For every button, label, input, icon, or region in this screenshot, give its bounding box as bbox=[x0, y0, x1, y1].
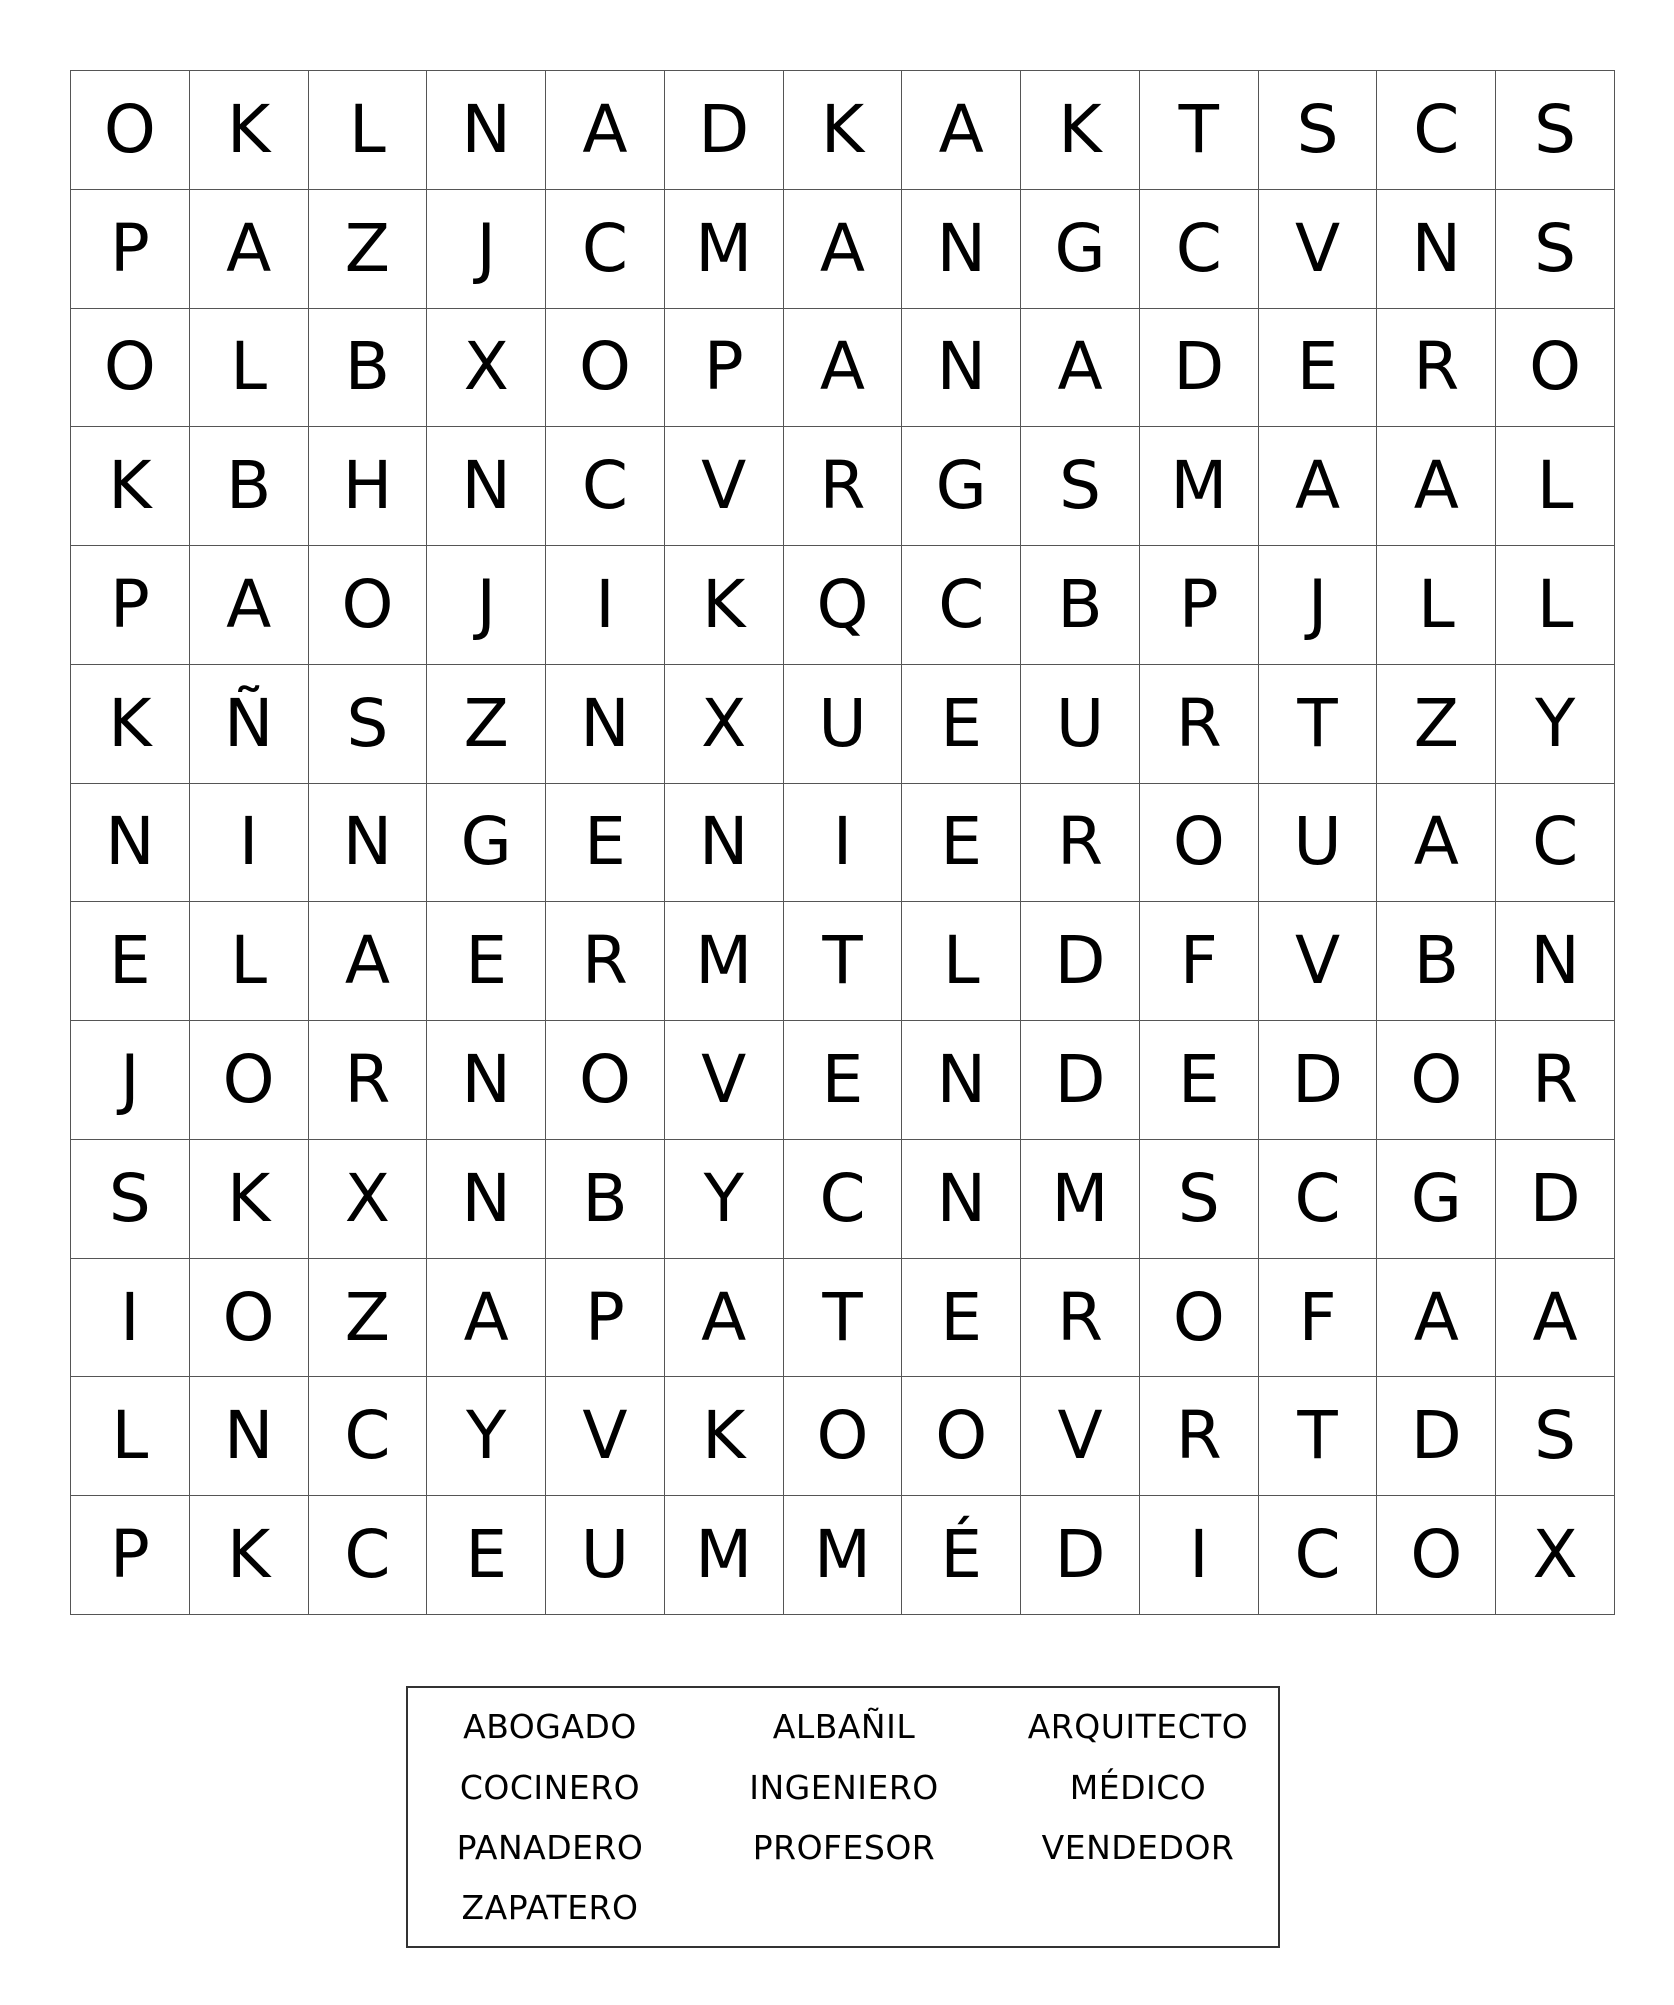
grid-cell: N bbox=[546, 665, 665, 784]
grid-cell: U bbox=[546, 1496, 665, 1615]
grid-cell: O bbox=[546, 309, 665, 428]
grid-cell: E bbox=[902, 665, 1021, 784]
word-list-item: ZAPATERO bbox=[461, 1888, 639, 1927]
grid-cell: N bbox=[427, 1021, 546, 1140]
grid-cell: R bbox=[1021, 784, 1140, 903]
grid-cell: L bbox=[71, 1377, 190, 1496]
grid-cell: S bbox=[1259, 71, 1378, 190]
grid-cell: L bbox=[190, 309, 309, 428]
grid-cell: I bbox=[546, 546, 665, 665]
grid-cell: A bbox=[190, 190, 309, 309]
grid-cell: A bbox=[665, 1259, 784, 1378]
grid-cell: B bbox=[546, 1140, 665, 1259]
grid-cell: E bbox=[1140, 1021, 1259, 1140]
grid-cell: A bbox=[190, 546, 309, 665]
grid-cell: G bbox=[1021, 190, 1140, 309]
grid-cell: L bbox=[1496, 546, 1615, 665]
grid-cell: B bbox=[309, 309, 428, 428]
grid-cell: E bbox=[71, 902, 190, 1021]
grid-cell: É bbox=[902, 1496, 1021, 1615]
grid-cell: O bbox=[1377, 1496, 1496, 1615]
grid-cell: X bbox=[1496, 1496, 1615, 1615]
grid-cell: J bbox=[1259, 546, 1378, 665]
grid-cell: V bbox=[665, 427, 784, 546]
grid-cell: K bbox=[1021, 71, 1140, 190]
grid-cell: O bbox=[190, 1021, 309, 1140]
grid-cell: O bbox=[784, 1377, 903, 1496]
word-list-item: VENDEDOR bbox=[1041, 1828, 1235, 1867]
grid-cell: L bbox=[309, 71, 428, 190]
grid-cell: O bbox=[1496, 309, 1615, 428]
grid-cell: I bbox=[190, 784, 309, 903]
grid-cell: Y bbox=[665, 1140, 784, 1259]
grid-cell: V bbox=[1259, 190, 1378, 309]
grid-cell: O bbox=[190, 1259, 309, 1378]
grid-cell: T bbox=[1140, 71, 1259, 190]
word-list-item: ALBAÑIL bbox=[772, 1707, 916, 1746]
grid-cell: E bbox=[902, 1259, 1021, 1378]
grid-cell: N bbox=[309, 784, 428, 903]
grid-cell: O bbox=[902, 1377, 1021, 1496]
word-list-item: COCINERO bbox=[459, 1768, 641, 1807]
grid-cell: O bbox=[546, 1021, 665, 1140]
grid-cell: P bbox=[546, 1259, 665, 1378]
grid-cell: M bbox=[665, 902, 784, 1021]
grid-cell: V bbox=[546, 1377, 665, 1496]
grid-cell: Ñ bbox=[190, 665, 309, 784]
grid-cell: J bbox=[427, 546, 546, 665]
grid-cell: E bbox=[427, 1496, 546, 1615]
grid-cell: J bbox=[427, 190, 546, 309]
grid-cell: N bbox=[902, 1140, 1021, 1259]
grid-cell: A bbox=[902, 71, 1021, 190]
grid-cell: B bbox=[1377, 902, 1496, 1021]
grid-cell: R bbox=[546, 902, 665, 1021]
grid-cell: S bbox=[1496, 190, 1615, 309]
grid-cell: D bbox=[1021, 1496, 1140, 1615]
grid-cell: A bbox=[784, 309, 903, 428]
grid-cell: C bbox=[1377, 71, 1496, 190]
grid-cell: N bbox=[427, 71, 546, 190]
grid-cell: O bbox=[71, 71, 190, 190]
word-list-item: ABOGADO bbox=[463, 1707, 637, 1746]
grid-cell: X bbox=[665, 665, 784, 784]
grid-cell: N bbox=[902, 190, 1021, 309]
grid-cell: U bbox=[784, 665, 903, 784]
grid-cell: R bbox=[1377, 309, 1496, 428]
grid-cell: N bbox=[902, 309, 1021, 428]
grid-cell: U bbox=[1021, 665, 1140, 784]
grid-cell: L bbox=[902, 902, 1021, 1021]
grid-cell: S bbox=[309, 665, 428, 784]
grid-cell: M bbox=[784, 1496, 903, 1615]
grid-cell: F bbox=[1259, 1259, 1378, 1378]
grid-cell: R bbox=[1021, 1259, 1140, 1378]
grid-cell: K bbox=[190, 1140, 309, 1259]
grid-cell: C bbox=[309, 1377, 428, 1496]
grid-cell: C bbox=[902, 546, 1021, 665]
grid-cell: A bbox=[1377, 1259, 1496, 1378]
grid-cell: C bbox=[1140, 190, 1259, 309]
grid-cell: A bbox=[1377, 784, 1496, 903]
grid-cell: Z bbox=[427, 665, 546, 784]
grid-cell: I bbox=[784, 784, 903, 903]
grid-cell: S bbox=[1021, 427, 1140, 546]
grid-cell: R bbox=[1496, 1021, 1615, 1140]
grid-cell: T bbox=[784, 902, 903, 1021]
grid-cell: D bbox=[1021, 1021, 1140, 1140]
grid-cell: D bbox=[1140, 309, 1259, 428]
grid-cell: M bbox=[1021, 1140, 1140, 1259]
word-list-item: MÉDICO bbox=[1069, 1768, 1207, 1807]
grid-cell: N bbox=[1377, 190, 1496, 309]
grid-cell: O bbox=[1377, 1021, 1496, 1140]
grid-cell: A bbox=[784, 190, 903, 309]
grid-cell: M bbox=[665, 1496, 784, 1615]
grid-cell: I bbox=[71, 1259, 190, 1378]
grid-cell: M bbox=[1140, 427, 1259, 546]
grid-cell: C bbox=[1259, 1496, 1378, 1615]
grid-cell: H bbox=[309, 427, 428, 546]
word-search-grid bbox=[70, 70, 1615, 1615]
grid-cell: L bbox=[1496, 427, 1615, 546]
word-list-item: PANADERO bbox=[456, 1828, 644, 1867]
grid-cell: V bbox=[1259, 902, 1378, 1021]
grid-cell: F bbox=[1140, 902, 1259, 1021]
grid-cell: S bbox=[1496, 1377, 1615, 1496]
grid-cell: C bbox=[1259, 1140, 1378, 1259]
grid-cell: T bbox=[1259, 1377, 1378, 1496]
grid-cell: K bbox=[190, 1496, 309, 1615]
grid-cell: Z bbox=[309, 1259, 428, 1378]
grid-cell: N bbox=[902, 1021, 1021, 1140]
grid-cell: A bbox=[1377, 427, 1496, 546]
grid-cell: M bbox=[665, 190, 784, 309]
grid-cell: B bbox=[190, 427, 309, 546]
grid-cell: K bbox=[71, 665, 190, 784]
grid-cell: X bbox=[309, 1140, 428, 1259]
grid-cell: E bbox=[902, 784, 1021, 903]
grid-cell: V bbox=[665, 1021, 784, 1140]
grid-cell: R bbox=[1140, 1377, 1259, 1496]
grid-cell: G bbox=[1377, 1140, 1496, 1259]
grid-cell: D bbox=[1021, 902, 1140, 1021]
grid-cell: R bbox=[784, 427, 903, 546]
grid-cell: C bbox=[784, 1140, 903, 1259]
grid-cell: Y bbox=[427, 1377, 546, 1496]
word-list-item: ARQUITECTO bbox=[1027, 1707, 1249, 1746]
grid-cell: P bbox=[71, 546, 190, 665]
grid-cell: A bbox=[309, 902, 428, 1021]
grid-cell: C bbox=[309, 1496, 428, 1615]
grid-cell: Y bbox=[1496, 665, 1615, 784]
grid-cell: L bbox=[190, 902, 309, 1021]
grid-cell: E bbox=[546, 784, 665, 903]
grid-cell: G bbox=[902, 427, 1021, 546]
grid-cell: D bbox=[1259, 1021, 1378, 1140]
grid-cell: A bbox=[427, 1259, 546, 1378]
grid-cell: P bbox=[71, 190, 190, 309]
grid-cell: R bbox=[1140, 665, 1259, 784]
grid-cell: Z bbox=[309, 190, 428, 309]
grid-cell: B bbox=[1021, 546, 1140, 665]
grid-cell: C bbox=[1496, 784, 1615, 903]
grid-cell: J bbox=[71, 1021, 190, 1140]
grid-cell: P bbox=[1140, 546, 1259, 665]
grid-cell: A bbox=[1259, 427, 1378, 546]
grid-cell: O bbox=[71, 309, 190, 428]
grid-cell: U bbox=[1259, 784, 1378, 903]
word-list-item: INGENIERO bbox=[749, 1768, 939, 1807]
grid-cell: X bbox=[427, 309, 546, 428]
grid-cell: N bbox=[427, 427, 546, 546]
grid-cell: K bbox=[71, 427, 190, 546]
grid-cell: S bbox=[1140, 1140, 1259, 1259]
grid-cell: P bbox=[71, 1496, 190, 1615]
grid-cell: G bbox=[427, 784, 546, 903]
grid-cell: N bbox=[665, 784, 784, 903]
grid-cell: O bbox=[1140, 1259, 1259, 1378]
grid-cell: D bbox=[1496, 1140, 1615, 1259]
grid-cell: K bbox=[190, 71, 309, 190]
grid-cell: N bbox=[71, 784, 190, 903]
grid-cell: A bbox=[546, 71, 665, 190]
grid-cell: K bbox=[784, 71, 903, 190]
grid-cell: N bbox=[1496, 902, 1615, 1021]
grid-cell: V bbox=[1021, 1377, 1140, 1496]
grid-cell: Z bbox=[1377, 665, 1496, 784]
grid-cell: T bbox=[1259, 665, 1378, 784]
grid-cell: L bbox=[1377, 546, 1496, 665]
grid-cell: S bbox=[71, 1140, 190, 1259]
grid-cell: P bbox=[665, 309, 784, 428]
grid-cell: N bbox=[427, 1140, 546, 1259]
grid-cell: O bbox=[309, 546, 428, 665]
grid-cell: Q bbox=[784, 546, 903, 665]
grid-cell: E bbox=[784, 1021, 903, 1140]
grid-cell: D bbox=[1377, 1377, 1496, 1496]
grid-cell: O bbox=[1140, 784, 1259, 903]
grid-cell: R bbox=[309, 1021, 428, 1140]
grid-cell: T bbox=[784, 1259, 903, 1378]
grid-cell: S bbox=[1496, 71, 1615, 190]
grid-cell: K bbox=[665, 546, 784, 665]
grid-cell: A bbox=[1021, 309, 1140, 428]
grid-cell: D bbox=[665, 71, 784, 190]
word-list-box bbox=[406, 1686, 1280, 1948]
grid-cell: C bbox=[546, 190, 665, 309]
word-list-item: PROFESOR bbox=[752, 1828, 936, 1867]
grid-cell: C bbox=[546, 427, 665, 546]
grid-cell: E bbox=[1259, 309, 1378, 428]
grid-cell: I bbox=[1140, 1496, 1259, 1615]
grid-cell: N bbox=[190, 1377, 309, 1496]
grid-cell: K bbox=[665, 1377, 784, 1496]
grid-cell: A bbox=[1496, 1259, 1615, 1378]
grid-cell: E bbox=[427, 902, 546, 1021]
